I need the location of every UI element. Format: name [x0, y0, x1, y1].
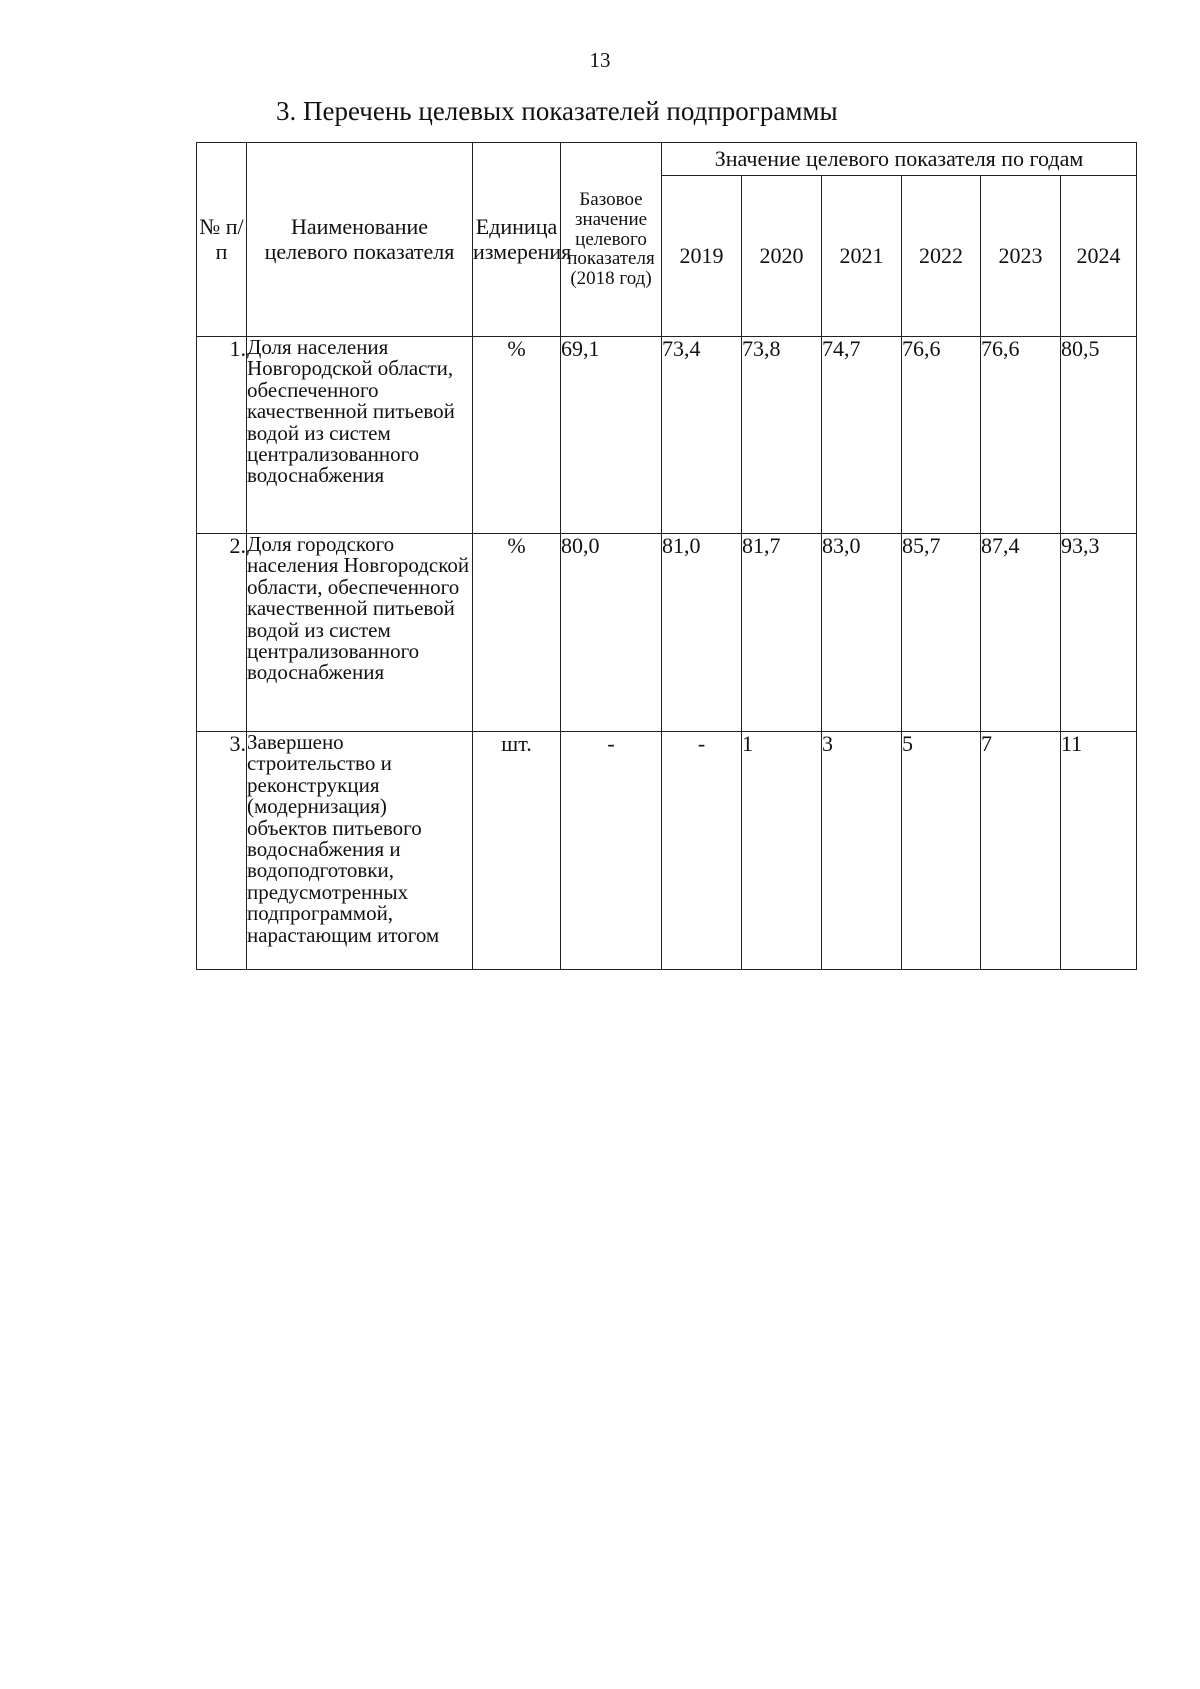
column-header-base-value: Базовое значение целевого показателя (2018 год) [561, 143, 662, 337]
year-value-cell: 81,0 [662, 534, 742, 732]
column-header-year: 2019 [662, 176, 742, 337]
column-header-number: № п/п [197, 143, 247, 337]
indicator-name-cell: Доля городского населения Новгородской области, обеспеченного качественной питьевой водой из систем централизованного водоснабжения [247, 534, 473, 732]
year-value-cell: 5 [902, 732, 981, 970]
page-number: 13 [589, 48, 611, 72]
row-number-cell: 3. [197, 732, 247, 970]
year-value-cell: 1 [742, 732, 822, 970]
year-value-cell: 76,6 [981, 337, 1061, 534]
year-value-cell: 74,7 [822, 337, 902, 534]
year-value-cell: - [662, 732, 742, 970]
indicator-name-cell: Завершено строительство и реконструкция (модернизация) объектов питьевого водоснабжения и водоподготовки, предусмотренных подпрограммой, нарастающим итогом [247, 732, 473, 970]
table-row [197, 732, 1137, 970]
year-value-cell: 73,8 [742, 337, 822, 534]
base-value-cell: 80,0 [561, 534, 662, 732]
year-value-cell: 87,4 [981, 534, 1061, 732]
column-header-year: 2023 [981, 176, 1061, 337]
year-value-cell: 80,5 [1061, 337, 1137, 534]
table-header [197, 143, 1137, 337]
table-body [197, 337, 1137, 970]
base-value-cell: 69,1 [561, 337, 662, 534]
base-value-cell: - [561, 732, 662, 970]
year-value-cell: 93,3 [1061, 534, 1137, 732]
table-header-row [197, 143, 1137, 176]
section-title: 3. Перечень целевых показателей подпрограммы [276, 96, 838, 126]
unit-cell: % [473, 337, 561, 534]
year-value-cell: 81,7 [742, 534, 822, 732]
indicator-name-cell: Доля населения Новгородской области, обеспеченного качественной питьевой водой из систем централизованного водоснабжения [247, 337, 473, 534]
column-header-year: 2022 [902, 176, 981, 337]
year-value-cell: 83,0 [822, 534, 902, 732]
year-value-cell: 7 [981, 732, 1061, 970]
column-header-name: Наименование целевого показателя [247, 143, 473, 337]
table-row [197, 337, 1137, 534]
unit-cell: % [473, 534, 561, 732]
row-number-cell: 2. [197, 534, 247, 732]
row-number-cell: 1. [197, 337, 247, 534]
indicators-table [196, 142, 1137, 970]
year-value-cell: 3 [822, 732, 902, 970]
column-header-year: 2024 [1061, 176, 1137, 337]
column-header-unit: Единица измерения [473, 143, 561, 337]
year-value-cell: 76,6 [902, 337, 981, 534]
year-value-cell: 11 [1061, 732, 1137, 970]
year-value-cell: 85,7 [902, 534, 981, 732]
column-header-years-group: Значение целевого показателя по годам [662, 143, 1137, 176]
column-header-year: 2020 [742, 176, 822, 337]
unit-cell: шт. [473, 732, 561, 970]
year-value-cell: 73,4 [662, 337, 742, 534]
column-header-year: 2021 [822, 176, 902, 337]
table-row [197, 534, 1137, 732]
